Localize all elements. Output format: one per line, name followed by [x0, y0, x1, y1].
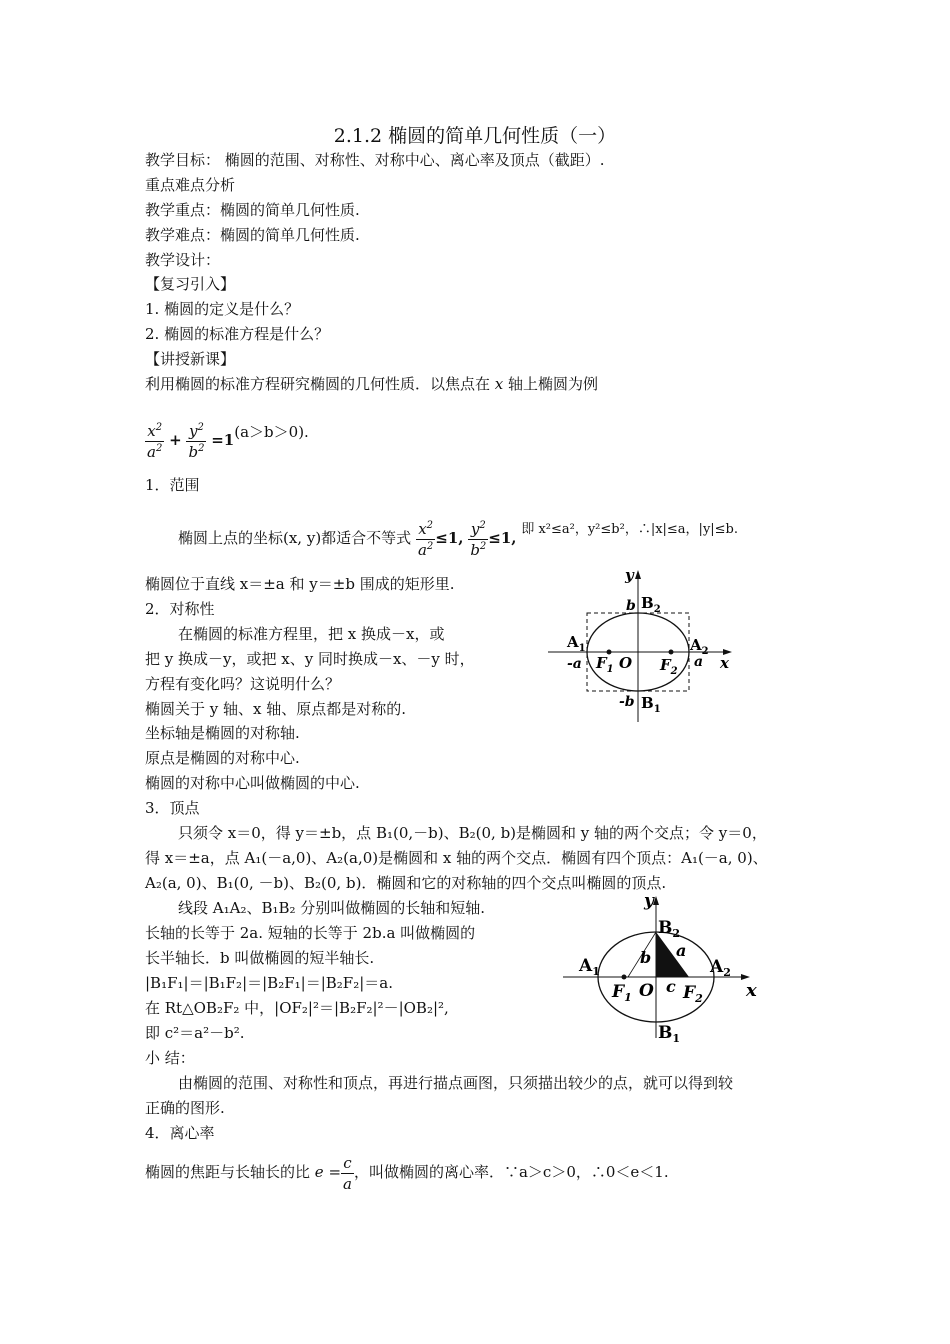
y-axis-arrow: [635, 570, 641, 579]
summary-title: 小 结：: [145, 1049, 195, 1067]
analysis-heading: 重点难点分析: [145, 176, 236, 194]
vertex-line-7: |B₁F₁|＝|B₁F₂|＝|B₂F₁|＝|B₂F₂|＝a.: [145, 974, 393, 992]
range-fraction-y: $\frac{y^2}{b^2}$: [470, 519, 487, 559]
fig2-a1-label: $A_1$: [579, 956, 600, 978]
focus-f2-dot: [669, 650, 674, 655]
section-range-title: 1．范围: [145, 476, 200, 494]
symmetry-line-1: 在椭圆的标准方程里，把 x 换成－x，或: [178, 625, 445, 643]
range-text-b: 即 x²≤a²，y²≤b²，∴|x|≤a，|y|≤b.: [521, 522, 739, 537]
fig1-a-label: a: [694, 654, 704, 670]
question-2: 2. 椭圆的标准方程是什么？: [145, 325, 330, 343]
ellipse-vertex-figure: [560, 888, 775, 1048]
fig1-f1-label: $F_1$: [596, 654, 614, 675]
range-conclusion: 椭圆位于直线 x＝±a 和 y＝±b 围成的矩形里.: [145, 575, 455, 593]
review-heading: 【复习引入】: [145, 275, 236, 293]
fig1-a2-label: $A_2$: [690, 636, 709, 657]
fig1-neg-a-label: -a: [567, 656, 582, 672]
section-symmetry-title: 2．对称性: [145, 600, 215, 618]
section-eccentricity-title: 4．离心率: [145, 1124, 215, 1142]
fig1-a1-label: $A_1$: [567, 633, 586, 654]
intro-text-a: 利用椭圆的标准方程研究椭圆的几何性质．以焦点在: [145, 375, 491, 393]
fig2-b-label: b: [640, 948, 652, 967]
fig2-a-label: a: [676, 941, 687, 960]
eccentricity-text-a: 椭圆的焦距与长轴长的比: [145, 1163, 311, 1181]
equation-fraction-x: $\frac{x^2}{a^2}$: [147, 421, 163, 461]
fig2-x-label: x: [746, 980, 757, 1001]
fig2-f1-label: $F_1$: [612, 982, 632, 1004]
symmetry-line-5: 坐标轴是椭圆的对称轴.: [145, 724, 300, 742]
fig1-f2-label: $F_2$: [660, 656, 678, 677]
page-title: 2.1.2 椭圆的简单几何性质（一）: [333, 125, 617, 147]
fig2-f2-label: $F_2$: [683, 983, 703, 1005]
intro-text-b: 轴上椭圆为例: [508, 375, 599, 393]
fig1-b1-label: $B_1$: [641, 694, 661, 715]
symmetry-line-4: 椭圆关于 y 轴、x 轴、原点都是对称的.: [145, 700, 407, 718]
question-1: 1. 椭圆的定义是什么？: [145, 300, 300, 318]
vertex-line-8: 在 Rt△OB₂F₂ 中，|OF₂|²＝|B₂F₂|²－|OB₂|²,: [145, 999, 449, 1017]
fig2-a2-label: $A_2$: [710, 957, 731, 979]
vertex-line-5: 长轴的长等于 2a. 短轴的长等于 2b.a 叫做椭圆的: [145, 924, 476, 942]
equation-condition: (a＞b＞0).: [234, 423, 309, 441]
equation-fraction-y: $\frac{y^2}{b^2}$: [188, 421, 205, 461]
fig1-b2-label: $B_2$: [641, 594, 661, 615]
vertex-line-2: 得 x＝±a，点 A₁(－a,0)、A₂(a,0)是椭圆和 x 轴的两个交点．椭圆有四个顶点：A₁(－a, 0)、: [145, 849, 768, 867]
new-lesson-heading: 【讲授新课】: [145, 350, 236, 368]
key-point: 教学重点：椭圆的简单几何性质.: [145, 201, 360, 219]
fig1-neg-b-label: -b: [619, 694, 635, 710]
standard-equation: $\frac{x^2}{a^2}$ + $\frac{y^2}{b^2}$ =1(a＞b＞0).: [147, 421, 309, 461]
y-axis-arrow: [653, 896, 659, 905]
vertex-line-6: 长半轴长．b 叫做椭圆的短半轴长.: [145, 949, 375, 967]
section-vertex-title: 3．顶点: [145, 799, 200, 817]
range-text-a: 椭圆上点的坐标(x, y)都适合不等式: [178, 529, 412, 547]
vertex-line-9: 即 c²＝a²－b².: [145, 1024, 245, 1042]
focus-f1-dot: [607, 650, 612, 655]
range-fraction-x: $\frac{x^2}{a^2}$: [417, 519, 434, 559]
fig1-b-label: b: [626, 598, 636, 614]
vertex-line-1: 只须令 x＝0，得 y＝±b，点 B₁(0,－b)、B₂(0, b)是椭圆和 y 轴的两个交点；令 y＝0，: [178, 824, 767, 842]
fig2-c-label: c: [666, 977, 676, 996]
range-inequality-line: 椭圆上点的坐标(x, y)都适合不等式 $\frac{x^2}{a^2}$ ≤1, $\frac{y^2}{b^2}$ ≤1, 即 x²≤a²，y²≤b²，∴|x|≤a，|y|≤b.: [178, 519, 739, 559]
symmetry-line-7: 椭圆的对称中心叫做椭圆的中心.: [145, 774, 360, 792]
eccentricity-fraction: $\frac{c}{a}$: [343, 1153, 352, 1193]
fig2-y-label: y: [644, 891, 654, 911]
summary-line-2: 正确的图形.: [145, 1099, 225, 1117]
ellipse-range-figure: [540, 560, 740, 730]
fig1-x-label: x: [720, 654, 729, 672]
fig2-b2-label: $B_2$: [658, 918, 681, 940]
difficulty-point: 教学难点：椭圆的简单几何性质.: [145, 226, 360, 244]
design-heading: 教学设计：: [145, 251, 221, 269]
focus-f1-dot: [622, 975, 627, 980]
intro-line: 利用椭圆的标准方程研究椭圆的几何性质．以焦点在 x 轴上椭圆为例: [145, 375, 599, 393]
fig1-y-label: y: [625, 566, 634, 584]
eccentricity-line: 椭圆的焦距与长轴长的比 e = $\frac{c}{a}$ ，叫做椭圆的离心率．∵a＞c＞0，∴0＜e＜1.: [145, 1153, 669, 1193]
symmetry-line-2: 把 y 换成－y，或把 x、y 同时换成－x、－y 时，: [145, 650, 475, 668]
vertex-line-3: A₂(a, 0)、B₁(0, －b)、B₂(0, b)．椭圆和它的对称轴的四个交点叫椭圆的顶点.: [145, 874, 667, 892]
summary-line-1: 由椭圆的范围、对称性和顶点，再进行描点画图，只须描出较少的点，就可以得到较: [178, 1074, 734, 1092]
vertex-line-4: 线段 A₁A₂、B₁B₂ 分别叫做椭圆的长轴和短轴.: [178, 899, 486, 917]
fig2-origin-label: O: [639, 981, 654, 1001]
eccentricity-text-b: ，叫做椭圆的离心率．∵a＞c＞0，∴0＜e＜1.: [353, 1163, 669, 1181]
teaching-objectives: 教学目标： 椭圆的范围、对称性、对称中心、离心率及顶点（截距）.: [145, 151, 605, 169]
fig2-b1-label: $B_1$: [658, 1023, 681, 1045]
fig1-origin-label: O: [619, 654, 633, 672]
symmetry-line-6: 原点是椭圆的对称中心.: [145, 749, 300, 767]
symmetry-line-3: 方程有变化吗？这说明什么？: [145, 675, 341, 693]
